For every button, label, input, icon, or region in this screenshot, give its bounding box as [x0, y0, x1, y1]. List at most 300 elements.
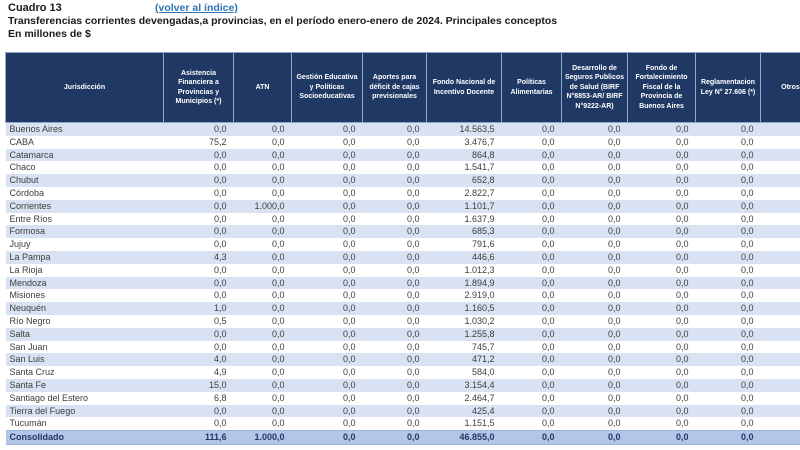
- value-cell: 0,0: [740, 405, 754, 416]
- value-cell: 0,0: [541, 251, 555, 262]
- value-cell: 3.476,7: [464, 136, 495, 147]
- value-cell: 0,0: [541, 162, 555, 173]
- value-cell: 0,0: [271, 175, 285, 186]
- value-cell: 0,0: [213, 341, 227, 352]
- value-cell: 0,0: [740, 239, 754, 250]
- value-cell: [761, 392, 800, 405]
- value-cell: 0,0: [213, 226, 227, 237]
- jurisdiction-cell: Santa Cruz: [9, 367, 55, 378]
- value-cell: 0,0: [342, 405, 356, 416]
- value-cell: 0,0: [740, 175, 754, 186]
- value-cell: 0,0: [342, 239, 356, 250]
- value-cell: 0,0: [740, 392, 754, 403]
- table-row: [6, 161, 800, 174]
- jurisdiction-cell: Neuquén: [9, 303, 47, 314]
- value-cell: [761, 277, 800, 290]
- table-row: [6, 328, 800, 341]
- value-cell: 0,0: [213, 213, 227, 224]
- value-cell: 0,0: [541, 341, 555, 352]
- value-cell: 791,6: [471, 239, 495, 250]
- value-cell: 0,0: [675, 162, 689, 173]
- value-cell: 0,0: [740, 136, 754, 147]
- value-cell: 0,0: [342, 124, 356, 134]
- value-cell: 0,0: [740, 162, 754, 173]
- value-cell: 0,0: [406, 367, 420, 378]
- value-cell: 0,0: [675, 187, 689, 198]
- value-cell: 0,0: [342, 277, 356, 288]
- value-cell: [761, 431, 800, 445]
- jurisdiction-cell: Mendoza: [9, 277, 47, 288]
- value-cell: 0,0: [271, 187, 285, 198]
- value-cell: [761, 238, 800, 251]
- value-cell: 1.894,9: [464, 277, 495, 288]
- value-cell: 0,0: [213, 405, 227, 416]
- value-cell: 0,0: [675, 379, 689, 390]
- value-cell: 0,0: [406, 239, 420, 250]
- value-cell: 0,0: [406, 379, 420, 390]
- jurisdiction-cell: Salta: [9, 328, 31, 339]
- value-cell: 0,0: [541, 418, 555, 429]
- value-cell: 0,0: [342, 264, 356, 275]
- column-header-0: Jurisdicción: [6, 53, 164, 123]
- column-header-5: Fondo Nacional de Incentivo Docente: [427, 53, 502, 123]
- value-cell: 0,0: [541, 200, 555, 211]
- column-header-9: Reglamentacion Ley N° 27.606 (*): [696, 53, 761, 123]
- value-cell: 0,0: [740, 379, 754, 390]
- table-row: [6, 136, 800, 149]
- value-cell: 0,0: [607, 405, 621, 416]
- back-to-index-link[interactable]: (volver al índice): [155, 2, 238, 14]
- jurisdiction-cell: Chubut: [9, 175, 39, 186]
- value-cell: 0,0: [541, 315, 555, 326]
- jurisdiction-cell: La Pampa: [9, 251, 51, 262]
- value-cell: 0,0: [271, 328, 285, 339]
- value-cell: 0,0: [541, 367, 555, 378]
- value-cell: 0,0: [740, 341, 754, 352]
- value-cell: 864,8: [471, 149, 495, 160]
- value-cell: 0,0: [541, 405, 555, 416]
- value-cell: 0,0: [271, 251, 285, 262]
- value-cell: 0,0: [607, 136, 621, 147]
- value-cell: 0,0: [541, 239, 555, 250]
- value-cell: 0,0: [675, 251, 689, 262]
- value-cell: 0,0: [271, 315, 285, 326]
- value-cell: 0,0: [342, 354, 356, 365]
- value-cell: 0,0: [271, 136, 285, 147]
- value-cell: 0,0: [342, 290, 356, 301]
- value-cell: 0,0: [541, 432, 555, 443]
- value-cell: 0,0: [406, 187, 420, 198]
- value-cell: 0,0: [675, 149, 689, 160]
- value-cell: 0,0: [406, 200, 420, 211]
- value-cell: 0,0: [406, 149, 420, 160]
- value-cell: 0,0: [342, 315, 356, 326]
- value-cell: 0,0: [675, 354, 689, 365]
- value-cell: 745,7: [471, 341, 495, 352]
- value-cell: 0,0: [675, 290, 689, 301]
- jurisdiction-cell: Formosa: [9, 226, 46, 237]
- value-cell: 0,0: [213, 290, 227, 301]
- jurisdiction-cell: Río Negro: [9, 315, 51, 326]
- value-cell: 0,0: [541, 328, 555, 339]
- value-cell: 0,0: [271, 354, 285, 365]
- value-cell: 0,0: [271, 418, 285, 429]
- value-cell: 0,0: [607, 251, 621, 262]
- column-header-6: Políticas Alimentarias: [502, 53, 562, 123]
- value-cell: 1.000,0: [254, 432, 285, 443]
- value-cell: 0,0: [740, 277, 754, 288]
- table-body: [6, 123, 800, 445]
- value-cell: 0,0: [271, 124, 285, 134]
- value-cell: [761, 123, 800, 136]
- value-cell: 0,0: [675, 418, 689, 429]
- value-cell: 0,0: [271, 149, 285, 160]
- value-cell: 0,0: [675, 405, 689, 416]
- table-row: [6, 213, 800, 226]
- value-cell: 0,0: [342, 328, 356, 339]
- value-cell: 1,0: [213, 303, 227, 314]
- value-cell: 0,0: [342, 367, 356, 378]
- value-cell: 0,0: [342, 226, 356, 237]
- table-row: [6, 289, 800, 302]
- value-cell: 1.541,7: [464, 162, 495, 173]
- value-cell: 0,0: [342, 136, 356, 147]
- value-cell: 0,0: [271, 405, 285, 416]
- value-cell: 0,0: [342, 175, 356, 186]
- value-cell: 0,0: [342, 341, 356, 352]
- value-cell: 0,0: [541, 354, 555, 365]
- value-cell: 0,0: [406, 162, 420, 173]
- value-cell: [761, 405, 800, 418]
- value-cell: 0,0: [342, 303, 356, 314]
- value-cell: 0,0: [607, 379, 621, 390]
- value-cell: 0,0: [740, 200, 754, 211]
- value-cell: 0,0: [406, 418, 420, 429]
- table-row: [6, 225, 800, 238]
- jurisdiction-cell: Misiones: [9, 290, 46, 301]
- value-cell: 584,0: [471, 367, 495, 378]
- jurisdiction-cell: San Juan: [9, 341, 48, 352]
- jurisdiction-cell: Tierra del Fuego: [9, 405, 76, 416]
- table-row: [6, 302, 800, 315]
- value-cell: 3.154,4: [464, 379, 495, 390]
- value-cell: 0,0: [406, 303, 420, 314]
- value-cell: 0,0: [607, 354, 621, 365]
- value-cell: [761, 315, 800, 328]
- value-cell: 0,0: [675, 124, 689, 134]
- column-header-8: Fondo de Fortalecimiento Fiscal de la Provincia de Buenos Aires: [628, 53, 696, 123]
- value-cell: 0,0: [271, 290, 285, 301]
- value-cell: 0,0: [271, 162, 285, 173]
- value-cell: 0,0: [541, 136, 555, 147]
- value-cell: 0,0: [406, 315, 420, 326]
- table-row: [6, 315, 800, 328]
- report-unit: En millones de $: [8, 28, 91, 40]
- value-cell: 0,0: [342, 187, 356, 198]
- value-cell: 0,0: [675, 226, 689, 237]
- jurisdiction-cell: Chaco: [9, 162, 36, 173]
- value-cell: 46.855,0: [459, 432, 495, 443]
- value-cell: 0,0: [271, 341, 285, 352]
- value-cell: [761, 149, 800, 162]
- value-cell: 0,0: [675, 367, 689, 378]
- value-cell: [761, 174, 800, 187]
- table-row: [6, 251, 800, 264]
- value-cell: 0,0: [740, 354, 754, 365]
- value-cell: [761, 379, 800, 392]
- value-cell: 0,0: [607, 392, 621, 403]
- value-cell: 425,4: [471, 405, 495, 416]
- jurisdiction-cell: Entre Ríos: [9, 213, 53, 224]
- table-row: [6, 200, 800, 213]
- value-cell: [761, 417, 800, 430]
- jurisdiction-cell: Corrientes: [9, 200, 52, 211]
- jurisdiction-cell: La Rioja: [9, 264, 43, 275]
- value-cell: 0,0: [541, 277, 555, 288]
- value-cell: 4,3: [213, 251, 227, 262]
- value-cell: 0,0: [675, 303, 689, 314]
- value-cell: 0,0: [342, 379, 356, 390]
- value-cell: 0,0: [541, 264, 555, 275]
- value-cell: 0,0: [271, 239, 285, 250]
- value-cell: 0,0: [675, 264, 689, 275]
- value-cell: 0,0: [406, 328, 420, 339]
- value-cell: 6,8: [213, 392, 227, 403]
- value-cell: 4,9: [213, 367, 227, 378]
- value-cell: 0,0: [675, 328, 689, 339]
- column-header-3: Gestión Educativa y Políticas Socioeducativas: [292, 53, 363, 123]
- value-cell: 0,0: [406, 264, 420, 275]
- value-cell: 1.160,5: [464, 303, 495, 314]
- value-cell: 0,0: [607, 341, 621, 352]
- total-row: [6, 431, 800, 445]
- value-cell: 15,0: [208, 379, 227, 390]
- value-cell: [761, 341, 800, 354]
- value-cell: 2.464,7: [464, 392, 495, 403]
- table-row: [6, 353, 800, 366]
- report-header: [0, 0, 800, 41]
- value-cell: 0,0: [406, 124, 420, 134]
- value-cell: 0,0: [607, 418, 621, 429]
- value-cell: [761, 251, 800, 264]
- value-cell: 111,6: [204, 432, 227, 443]
- value-cell: 0,0: [675, 392, 689, 403]
- table-row: [6, 341, 800, 354]
- value-cell: 0,0: [607, 432, 621, 443]
- table-row: [6, 405, 800, 418]
- value-cell: 0,0: [213, 162, 227, 173]
- table-row: [6, 174, 800, 187]
- value-cell: 1.000,0: [254, 200, 285, 211]
- jurisdiction-cell: Santiago del Estero: [9, 392, 89, 403]
- value-cell: 0,0: [406, 213, 420, 224]
- table-row: [6, 187, 800, 200]
- value-cell: 0,0: [213, 264, 227, 275]
- transfers-table: [5, 52, 800, 445]
- value-cell: 0,0: [740, 328, 754, 339]
- value-cell: 1.151,5: [464, 418, 495, 429]
- value-cell: 0,0: [675, 136, 689, 147]
- value-cell: 446,6: [471, 251, 495, 262]
- value-cell: 0,0: [342, 213, 356, 224]
- value-cell: 0,0: [271, 392, 285, 403]
- value-cell: 0,0: [740, 303, 754, 314]
- value-cell: 0,0: [740, 149, 754, 160]
- value-cell: 0,0: [740, 213, 754, 224]
- value-cell: 0,0: [406, 432, 420, 443]
- value-cell: 0,0: [541, 124, 555, 134]
- value-cell: 0,0: [406, 392, 420, 403]
- table-number: Cuadro 13: [8, 2, 62, 14]
- column-header-1: Asistencia Financiera a Provincias y Municipios (*): [164, 53, 234, 123]
- value-cell: 0,0: [607, 187, 621, 198]
- value-cell: 0,0: [342, 418, 356, 429]
- value-cell: [761, 328, 800, 341]
- value-cell: 75,2: [208, 136, 227, 147]
- value-cell: 0,0: [271, 213, 285, 224]
- value-cell: 0,0: [406, 175, 420, 186]
- table-row: [6, 149, 800, 162]
- value-cell: 0,0: [541, 175, 555, 186]
- value-cell: 0,0: [740, 226, 754, 237]
- value-cell: 0,0: [271, 277, 285, 288]
- value-cell: 2.822,7: [464, 187, 495, 198]
- value-cell: [761, 213, 800, 226]
- value-cell: 0,0: [271, 379, 285, 390]
- value-cell: [761, 366, 800, 379]
- table-head: [6, 53, 800, 123]
- value-cell: [761, 161, 800, 174]
- value-cell: 0,0: [607, 175, 621, 186]
- table-row: [6, 277, 800, 290]
- value-cell: 0,0: [213, 149, 227, 160]
- value-cell: 0,0: [213, 124, 227, 134]
- value-cell: 0,0: [607, 290, 621, 301]
- value-cell: 0,0: [607, 124, 621, 134]
- value-cell: 0,0: [607, 162, 621, 173]
- value-cell: 0,0: [740, 367, 754, 378]
- value-cell: 0,0: [675, 239, 689, 250]
- value-cell: 0,0: [740, 315, 754, 326]
- value-cell: [761, 136, 800, 149]
- value-cell: 685,3: [471, 226, 495, 237]
- value-cell: 0,0: [607, 264, 621, 275]
- value-cell: [761, 353, 800, 366]
- table-row: [6, 264, 800, 277]
- value-cell: 0,5: [213, 315, 227, 326]
- table-row: [6, 123, 800, 136]
- value-cell: 1.255,8: [464, 328, 495, 339]
- value-cell: 0,0: [342, 162, 356, 173]
- value-cell: 0,0: [342, 392, 356, 403]
- value-cell: 0,0: [541, 392, 555, 403]
- header-row: [6, 53, 800, 123]
- value-cell: [761, 302, 800, 315]
- value-cell: 0,0: [740, 290, 754, 301]
- report-title: Transferencias corrientes devengadas,a provincias, en el período enero-enero de 2024. Principales conceptos: [8, 15, 558, 27]
- jurisdiction-cell: Consolidado: [9, 432, 64, 443]
- jurisdiction-cell: CABA: [9, 136, 35, 147]
- value-cell: 0,0: [675, 277, 689, 288]
- value-cell: 0,0: [406, 277, 420, 288]
- value-cell: 0,0: [342, 200, 356, 211]
- value-cell: 0,0: [675, 341, 689, 352]
- value-cell: 0,0: [342, 251, 356, 262]
- value-cell: 0,0: [213, 175, 227, 186]
- table-row: [6, 238, 800, 251]
- value-cell: 1.101,7: [464, 200, 495, 211]
- value-cell: 652,8: [471, 175, 495, 186]
- value-cell: 0,0: [607, 149, 621, 160]
- value-cell: 0,0: [607, 213, 621, 224]
- value-cell: 0,0: [213, 187, 227, 198]
- value-cell: 0,0: [406, 341, 420, 352]
- value-cell: 0,0: [541, 213, 555, 224]
- value-cell: 0,0: [607, 328, 621, 339]
- value-cell: 0,0: [541, 187, 555, 198]
- value-cell: [761, 225, 800, 238]
- value-cell: 0,0: [271, 264, 285, 275]
- value-cell: 0,0: [740, 124, 754, 134]
- value-cell: 0,0: [406, 290, 420, 301]
- value-cell: 0,0: [541, 226, 555, 237]
- value-cell: 0,0: [213, 277, 227, 288]
- jurisdiction-cell: Buenos Aires: [9, 124, 63, 134]
- value-cell: 0,0: [607, 226, 621, 237]
- value-cell: 0,0: [541, 379, 555, 390]
- value-cell: 0,0: [342, 149, 356, 160]
- value-cell: 0,0: [271, 303, 285, 314]
- jurisdiction-cell: Santa Fe: [9, 379, 47, 390]
- value-cell: 0,0: [607, 367, 621, 378]
- value-cell: 0,0: [271, 226, 285, 237]
- value-cell: 1.030,2: [464, 315, 495, 326]
- table-row: [6, 392, 800, 405]
- value-cell: 0,0: [740, 418, 754, 429]
- value-cell: 0,0: [675, 432, 689, 443]
- table-row: [6, 417, 800, 430]
- jurisdiction-cell: Catamarca: [9, 149, 54, 160]
- column-header-7: Desarrollo de Seguros Publicos de Salud (BIRF N°8853-AR/ BIRF N°9222-AR): [562, 53, 628, 123]
- value-cell: 0,0: [213, 418, 227, 429]
- value-cell: 0,0: [607, 303, 621, 314]
- value-cell: 0,0: [541, 290, 555, 301]
- jurisdiction-cell: San Luis: [9, 354, 45, 365]
- value-cell: 2.919,0: [464, 290, 495, 301]
- value-cell: 0,0: [406, 251, 420, 262]
- value-cell: 1.637,9: [464, 213, 495, 224]
- value-cell: 0,0: [740, 187, 754, 198]
- value-cell: 0,0: [675, 175, 689, 186]
- value-cell: 0,0: [740, 264, 754, 275]
- value-cell: 0,0: [675, 213, 689, 224]
- value-cell: 0,0: [406, 136, 420, 147]
- value-cell: 0,0: [213, 328, 227, 339]
- column-header-4: Aportes para déficit de cajas previsionales: [363, 53, 427, 123]
- value-cell: 14.563,5: [459, 124, 495, 134]
- value-cell: 0,0: [607, 277, 621, 288]
- jurisdiction-cell: Jujuy: [9, 239, 31, 250]
- value-cell: [761, 289, 800, 302]
- value-cell: 0,0: [541, 303, 555, 314]
- value-cell: 0,0: [675, 200, 689, 211]
- value-cell: [761, 200, 800, 213]
- value-cell: 0,0: [675, 315, 689, 326]
- table-row: [6, 366, 800, 379]
- jurisdiction-cell: Tucumán: [9, 418, 47, 429]
- value-cell: 0,0: [406, 405, 420, 416]
- value-cell: 0,0: [740, 432, 754, 443]
